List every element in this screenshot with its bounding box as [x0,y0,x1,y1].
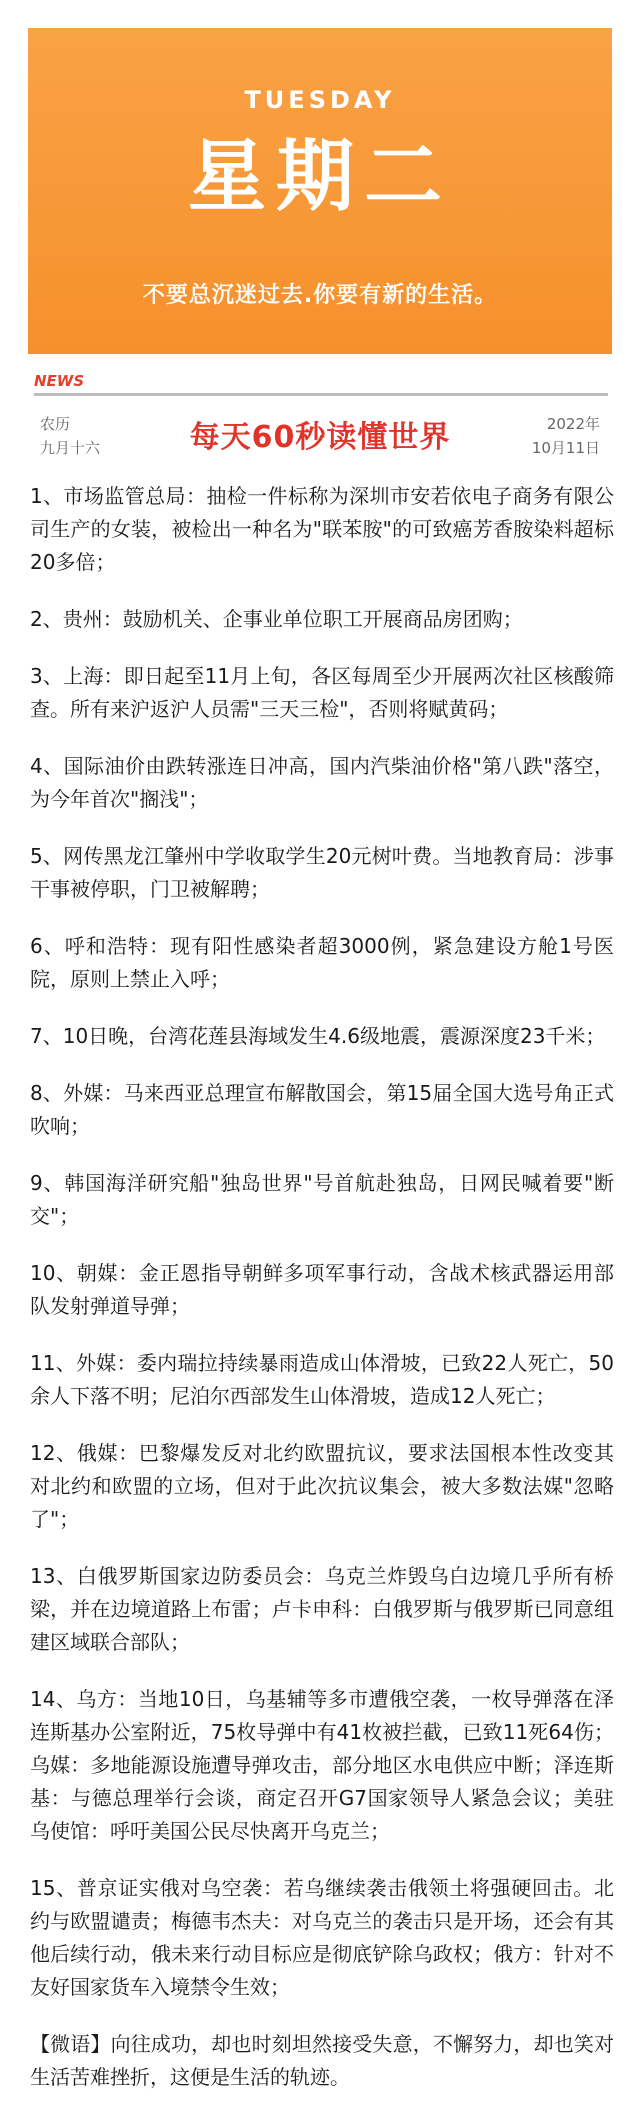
date-year: 2022年 [546,415,600,433]
news-item: 2、贵州：鼓励机关、企事业单位职工开展商品房团购； [30,607,523,631]
calendar-date [500,412,600,460]
divider [34,393,608,396]
news-item: 4、国际油价由跌转涨连日冲高，国内汽柴油价格"第八跌"落空，为今年首次"搁浅"； [30,754,614,811]
weekday-chinese: 星期二 [187,132,452,222]
news-item: 5、网传黑龙江肇州中学收取学生20元树叶费。当地教育局：涉事干事被停职，门卫被解聘； [30,844,614,901]
news-item: 15、普京证实俄对乌空袭：若乌继续袭击俄领土将强硬回击。北约与欧盟谴责；梅德韦杰夫：对乌克兰的袭击只是开场，还会有其他后续行动，俄未来行动目标应是彻底铲除乌政权；俄方：针对不友好国家货车入境禁令生效； [30,1876,614,1999]
date-month-day: 10月11日 [531,439,600,457]
banner-motto: 不要总沉迷过去.你要有新的生活。 [142,283,498,308]
news-item: 11、外媒：委内瑞拉持续暴雨造成山体滑坡，已致22人死亡，50余人下落不明；尼泊尔西部发生山体滑坡，造成12人死亡； [30,1351,614,1408]
news-list [30,480,614,2094]
news-item: 14、乌方：当地10日，乌基辅等多市遭俄空袭，一枚导弹落在泽连斯基办公室附近，75枚导弹中有41枚被拦截，已致11死64伤；乌媒：多地能源设施遭导弹攻击，部分地区水电供应中断；泽连斯基：与德总理举行会谈，商定召开G7国家领导人紧急会议；美驻乌使馆：呼吁美国公民尽快离开乌克兰； [30,1687,614,1843]
news-item: 1、市场监管总局：抽检一件标称为深圳市安若依电子商务有限公司生产的女装，被检出一种名为"联苯胺"的可致癌芳香胺染料超标20多倍； [30,484,614,574]
news-item: 10、朝媒：金正恩指导朝鲜多项军事行动，含战术核武器运用部队发射弹道导弹； [30,1261,614,1318]
lunar-day: 九月十六 [40,439,101,457]
weekday-english: TUESDAY [244,86,396,114]
news-item: 12、俄媒：巴黎爆发反对北约欧盟抗议，要求法国根本性改变其对北约和欧盟的立场，但对于此次抗议集会，被大多数法媒"忽略了"； [30,1441,614,1531]
news-label: NEWS [34,372,85,390]
news-item: 8、外媒：马来西亚总理宣布解散国会，第15届全国大选号角正式吹响； [30,1081,614,1138]
header-banner [28,28,612,354]
news-item: 3、上海：即日起至11月上旬，各区每周至少开展两次社区核酸筛查。所有来沪返沪人员需"三天三检"，否则将赋黄码； [30,664,614,721]
lunar-date [40,412,120,460]
page-title: 每天60秒读懂世界 [189,420,451,455]
news-item: 7、10日晚，台湾花莲县海域发生4.6级地震，震源深度23千米； [30,1024,606,1048]
news-item: 9、韩国海洋研究船"独岛世界"号首航赴独岛，日网民喊着要"断交"； [30,1171,614,1228]
lunar-label: 农历 [40,415,71,433]
daily-quote: 【微语】向往成功，却也时刻坦然接受失意，不懈努力，却也笑对生活苦难挫折，这便是生活的轨迹。 [30,2032,614,2089]
news-item: 13、白俄罗斯国家边防委员会：乌克兰炸毁乌白边境几乎所有桥梁，并在边境道路上布雷；卢卡申科：白俄罗斯与俄罗斯已同意组建区域联合部队； [30,1564,614,1654]
news-item: 6、呼和浩特：现有阳性感染者超3000例，紧急建设方舱1号医院，原则上禁止入呼； [30,934,614,991]
